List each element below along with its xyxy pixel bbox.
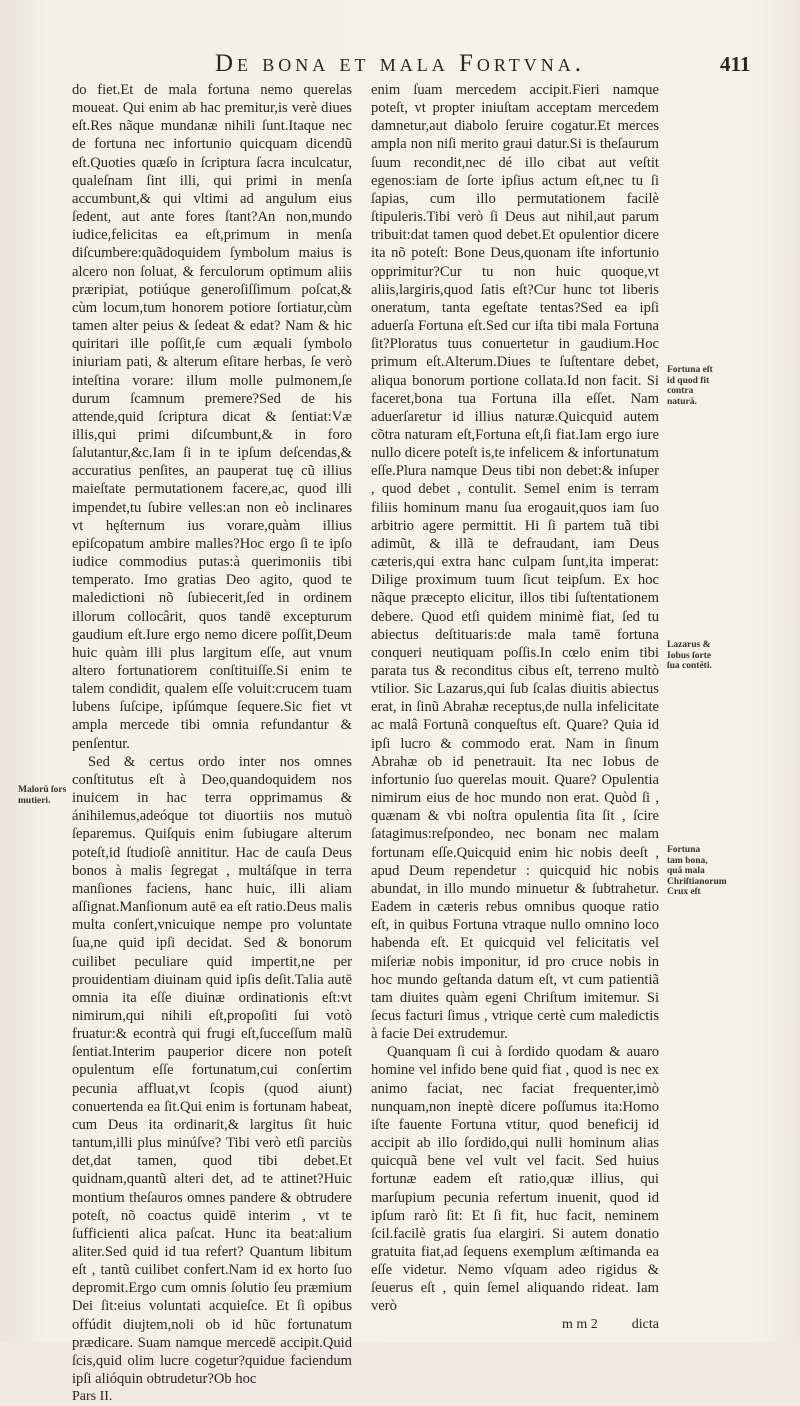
marginal-note-right: Fortuna tam bona, quã mala Chriſtianorum Crux eſt <box>667 845 727 897</box>
right-column <box>371 81 659 1334</box>
running-head: De bona et mala Fortvna. <box>214 50 586 77</box>
marginal-note-right: Fortuna eſt id quod fit contra naturã. <box>667 365 713 407</box>
signature-mark: m m 2 <box>562 1316 598 1332</box>
marginal-note-left: Malorũ ſors mutieri. <box>18 785 67 806</box>
left-column <box>72 81 352 1406</box>
bottom-line-left <box>72 1388 352 1406</box>
page-number: 411 <box>720 52 751 76</box>
marginal-note-right: Lazarus & Iobus ſorte ſua contẽti. <box>667 640 712 671</box>
paragraph: do fiet.Et de mala fortuna nemo querelas moueat. Qui enim ab hac premitur,is verè diues eſt.Res nãque mundanæ nihili ſunt.Itaque nec de fortuna nec infortunio quicquam dicendũ eſt.Quoties quæſo in ſcriptura ſacra inculcatur, qualeſnam ſint illi, qui primi in menſa accumbunt,& qui vltimi ad angulum eius ſedent, aut ante fores ſtant?An non,mundo iudice,felicitas ea eſt,primum in menſa diſcumbere:quãdoquidem ſymbolum maius is alcero non ſoluat, & ferculorum optimum aliis præripiat, potiúque generoſiſſimum poſcat,& cùm locum,tum honorem potiore ſortiatur,cùm tamen alter peius & ſedeat & edat? Nam & hic quiritari ille poſſit,ſe cum æquali ſymbolo iniuriam pati, & alterum eſitare herbas, ſe verò inteſtina vorare: illum molle pulmonem,ſe durum ſcamnum premere?Sed de his attende,quid ſcriptura dicat & ſentiat:Væ illis,qui primi diſcumbunt,& in foro ſalutantur,&c.Iam ſi in te ipſum deſcendas,& accuratius penſites, an pauperat tuę cũ illius maieſtate permutationem facere,ac, quod illi impendet,tu ſubire velles:an non eò inclinares vt hęſternum ius vorare,quàm illius epiſcopatum ambire malles?Hoc ergo ſi te ipſo iudice commodius putas:à querimoniis tibi temperato. Imo gratias Deo agito, quod te maledictioni nõ ſubiecerit,ſed in ordinem illorum collocârit, quos tandē excepturum gaudium eſt.Iure ergo nemo dicere poſſit,Deum huic quàm illi plus largitum eſſe, aut vnum altero fortunatiorem conſtituiſſe.Si enim te talem condidit, qualem eſſe voluit:crucem tuam lubens ſuſcipe, ipſúmque ſequere.Sic fiet vt ampla mercede tibi omnia refundantur & penſentur. <box>72 82 352 752</box>
paragraph: Quanquam ſi cui à ſordido quodam & auaro homine vel infido bene quid fiat , quod is nec ex animo faciat, nec faciat frequenter,imò nunquam,non ineptè dicere poſſumus ita:Homo iſte fauente Fortuna vtitur, quod beneficij id accipit ab illo ſordido,qui nulli hominum alias quicquã bene vel vult vel facit. Sed huius fortunæ eadem eſt ratio,quæ illius, qui marſupium pecunia refertum inuenit, quod id ipſum rarò ſit: Et ſi fit, huc facit, neminem ſcil.facilè gratis ſua elargiri. Si autem donatio gratuita fiat,ad ſequens exemplum æſtimanda ea eſſe videtur. Nemo vſquam adeo rigidus & ſeuerus eſt , quin ſemel aliquando rideat. Iam verò <box>371 1044 659 1315</box>
catchword: Pars II. <box>72 1389 113 1405</box>
paragraph: enim ſuam mercedem accipit.Fieri namque poteſt, vt propter iniuſtam acceptam mercedem damnetur,aut diabolo ſeruire cogatur.Et merces ampla non niſi merito graui datur.Si is theſaurum ſuum recondit,nec dé illo cibat aut veſtit egenos:iam de ſorte ipſius actum eſt,nec tu ſi ſapias, cum illo permutationem facilè ſtipuleris.Tibi verò ſi Deus aut nihil,aut parum tribuit:dat tamen quod debet.Et opulentior dicere ita nõ poteſt: Bone Deus,quonam iſte infortunio opprimitur?Cur tu non huic quoque,vt aliis,largiris,quod ſatis eſt?Cur hunc tot liberis oneratum, tanta egeſtate tentas?Sed ea ipſi aduerſa Fortuna eſt.Sed cur iſta tibi mala Fortuna ſit?Ploratus tuus conuertetur in gaudium.Hoc primum eſt.Alterum.Diues te ſuſtentare debet, aliqua bonorum portione collata.Id non facit. Si faceret,bona tua Fortuna illa eſſet. Nam aduerſaretur id illius naturæ.Quicquid autem cõtra naturam eſt,Fortuna eſt,ſi fiat.Iam ergo iure nullo dicere poteſt is,te infelicem & infortunatum eſſe.Plura namque Deus tibi non debet:& inſuper , quod debet , contulit. Semel enim is terram filiis hominum manu ſua erogauit,quos iam ſuo arbitrio agere permittit. Hi ſi partem tuã tibi adimũt, & illã te defraudant, iam Deus cæteris,qui extra hanc culpam ſunt,ita imperat: Dilige proximum tuum ſicut teipſum. Ex hoc nãque præcepto elicitur, illos tibi ſuſtentationem debere. Quod etſi quidem minimè fiat, ſed tu abiectus deſtituaris:de mala tamē fortuna conqueri neutiquam poſſis.In cœlo enim tibi parata tus & reconditus cibus eſt, terreno multò vtilior. Sic Lazarus,qui ſub ſcalas diuitis abiectus erat, in ſinũ Abrahæ receptus,de nulla infelicitate ac malâ Fortunã conqueſtus eſt. Quare? Quia id ipſi lucro & commodo erat. Nam in ſinum Abrahæ ob id penetrauit. Ita nec Iobus de infortunio ſuo querelas mouit. Quare? Opulentia nimirum eius de hoc mundo non erat. Quòd ſi , quænam & vbi noſtra opulentia ſita ſit , ſcire ſatagimus:reſpondeo, nec bonam nec malam fortunam eſſe.Quicquid enim hic nobis deeſt , apud Deum rependetur : quicquid hic nobis abundat, in illo mundo minuetur & ſubtrahetur. Eadem in cæteris rebus omnibus quoque ratio eſt, in quibus Fortuna vtraque nullo omnino loco habenda eſt. Et quicquid vel felicitatis vel miſeriæ nobis imponitur, id pro cruce nobis in hoc mundo geſtanda datum eſt, vt cum patientiã tam diuites quàm egeni Chriſtum imitemur. Si ſecus facturi ſimus , vtrique certè cum maledictis à facie Dei extrudemur. <box>371 82 659 1043</box>
bottom-line-right <box>371 1316 659 1334</box>
catchword: dicta <box>631 1316 659 1332</box>
paragraph: Sed & certus ordo inter nos omnes conſtitutus eſt à Deo,quandoquidem nos inuicem in hac terra opprimamus & ánihilemus,adeóque tot diuortiis nos mutuò ſeparemus. Quiſquis enim ſubiugare alterum poteſt,id ſtudioſè annititur. Hac de cauſa Deus bonos à malis ſegregat , multáſque in terra manſiones faciens, hanc huic, illi aliam aſſignat.Manſionum autē ea eſt ratio.Deus malis multa conſert,vnicuique nempe pro voluntate ſua,ne quid ipſi decidat. Sed & bonorum cuilibet peculiare quid impertit,ne per prouidentiam diuinam quid ipſis deſit.Talia autē omnia ita eſſe diuinæ ordinationis eſt:vt nimirum,qui nihili eſt,propoſiti ſui votò fruatur:& econtrà qui frugi eſt,ſucceſſum malũ ſentiat.Interim pauperior dicere non poteſt opulentum eſſe fortunatum,cui conſertim pecunia affluat,vt ſcopis (quod aiunt) conuertenda ea ſit.Qui enim is fortunam habeat, cum Deus ita ordinarit,& largitus ſit huic tantum,illi plus minúſve? Tibi verò etſi parciùs det,dat tamen, quod tibi debet.Et quidnam,quantũ alteri det, ad te attinet?Huic montium theſauros omnes pandere & obtrudere poteſt, nõ coactus quidē interim , vt te ſufficienti alica paſcat. Hunc ita beat:alium aliter.Sed quid id tua refert? Quantum libitum eſt , tantũ cuilibet confert.Nam id ex horto ſuo depromit.Ergo cum omnis ſolutio ſeu præmium Dei ſit:eius voluntati acquieſce. Et ſi opibus offúdit diujtem,noli ob id hũc fortunatum prædicare. Suam namque mercedē accipit.Quid ſcis,quid olim lucre cogetur?quidue faciendum ipſi alióquin obtrudetur?Ob hoc <box>72 753 352 1388</box>
